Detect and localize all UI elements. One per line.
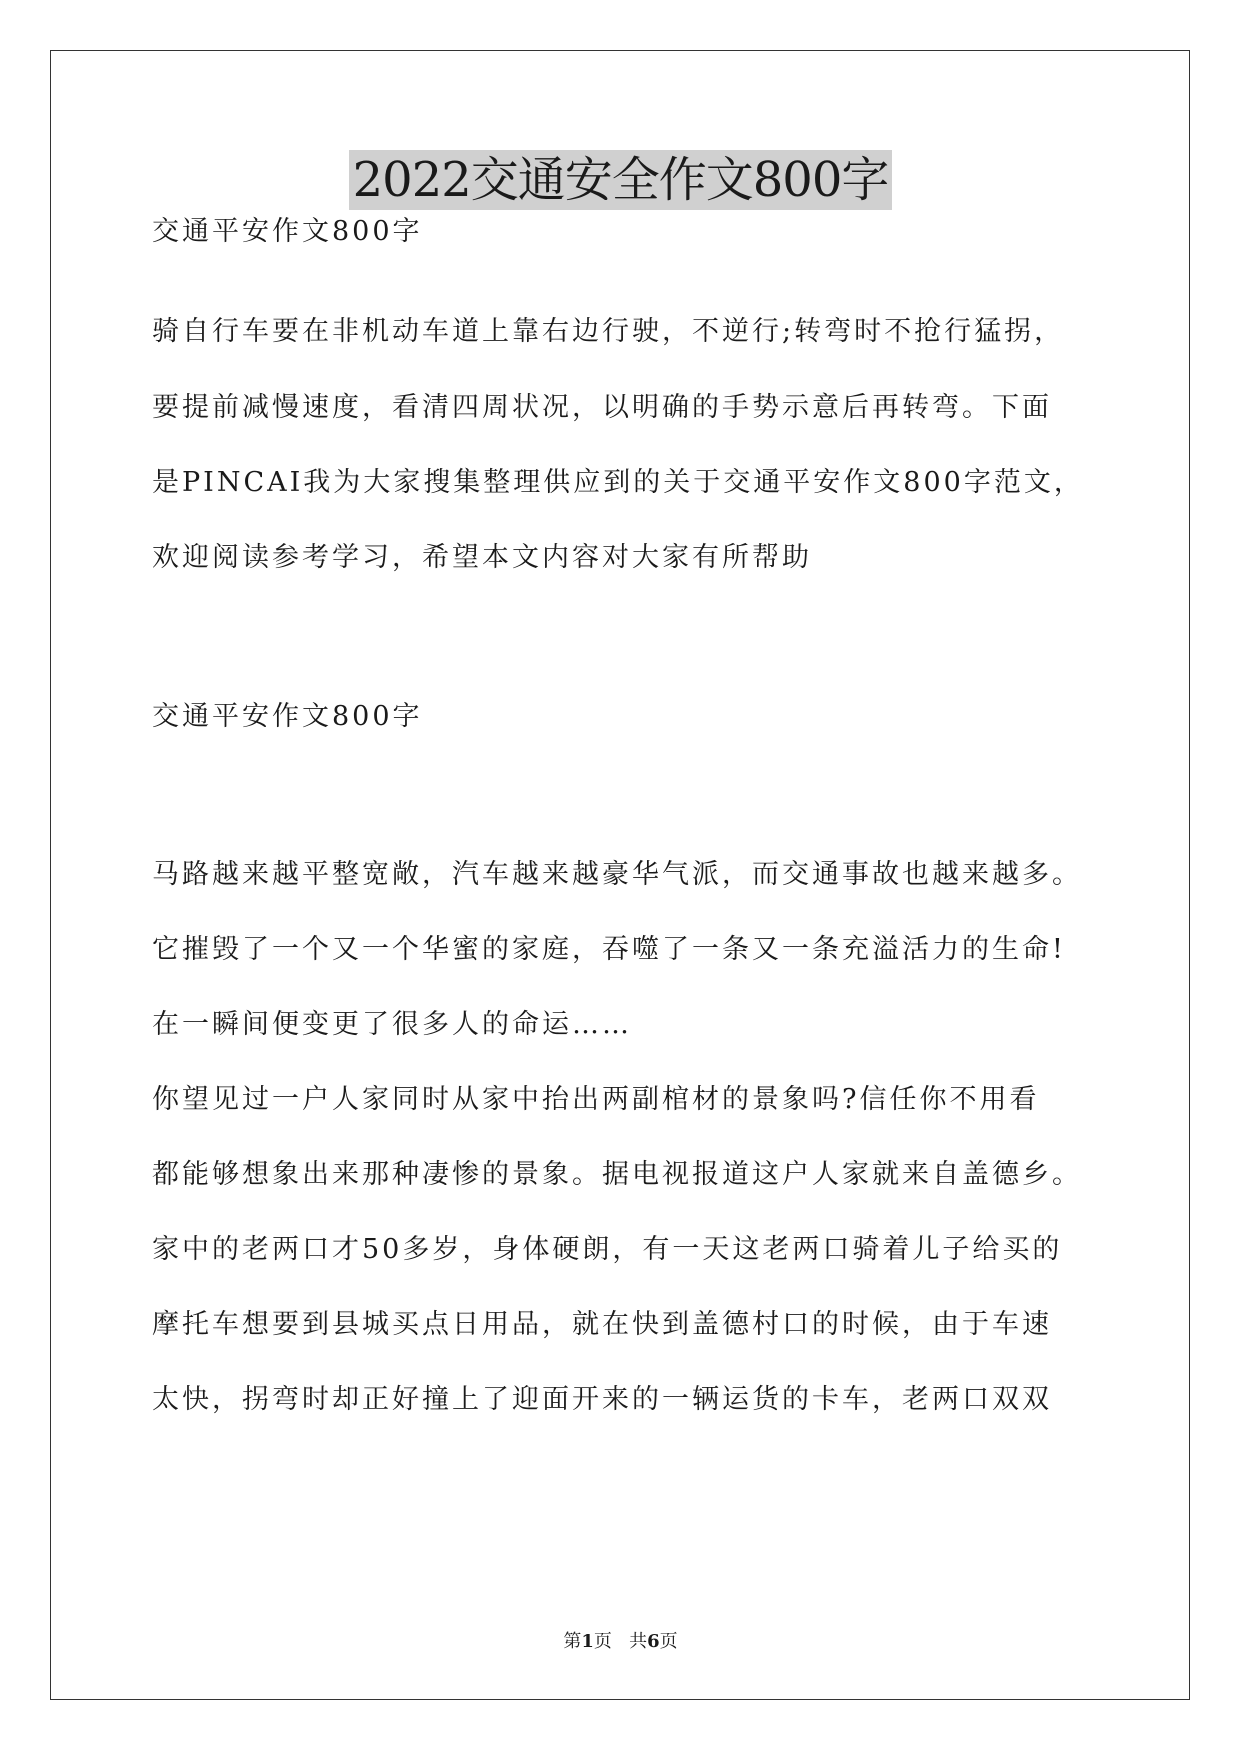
body-line-5: 都能够想象出来那种凄惨的景象。据电视报道这户人家就来自盖德乡。	[152, 1159, 1082, 1190]
section-heading-1: 交通平安作文800字	[152, 216, 423, 247]
total-suffix: 页	[659, 1631, 678, 1652]
body-line-2: 它摧毁了一个又一个华蜜的家庭，吞噬了一条又一条充溢活力的生命!	[152, 934, 1066, 965]
page-prefix: 第	[563, 1631, 582, 1652]
page-total: 6	[647, 1631, 660, 1652]
page-footer	[0, 1630, 1241, 1654]
body-line-6: 家中的老两口才50多岁，身体硬朗，有一天这老两口骑着儿子给买的	[152, 1234, 1063, 1265]
body-line-7: 摩托车想要到县城买点日用品，就在快到盖德村口的时候，由于车速	[152, 1309, 1052, 1340]
total-prefix: 共	[629, 1631, 648, 1652]
section-heading-2: 交通平安作文800字	[152, 701, 423, 732]
document-title	[0, 148, 1241, 212]
intro-line-3: 是PINCAI我为大家搜集整理供应到的关于交通平安作文800字范文，	[152, 467, 1084, 498]
body-line-1: 马路越来越平整宽敞，汽车越来越豪华气派，而交通事故也越来越多。	[152, 859, 1082, 890]
body-line-3: 在一瞬间便变更了很多人的命运……	[152, 1009, 632, 1040]
body-line-8: 太快，拐弯时却正好撞上了迎面开来的一辆运货的卡车，老两口双双	[152, 1384, 1052, 1415]
page-current: 1	[581, 1631, 594, 1652]
intro-line-4: 欢迎阅读参考学习，希望本文内容对大家有所帮助	[152, 542, 812, 573]
body-line-4: 你望见过一户人家同时从家中抬出两副棺材的景象吗?信任你不用看	[152, 1084, 1040, 1115]
page-suffix: 页	[593, 1631, 612, 1652]
intro-line-2: 要提前减慢速度，看清四周状况，以明确的手势示意后再转弯。下面	[152, 392, 1052, 423]
intro-line-1: 骑自行车要在非机动车道上靠右边行驶，不逆行;转弯时不抢行猛拐，	[152, 316, 1065, 347]
document-title-text: 2022交通安全作文800字	[349, 150, 893, 210]
